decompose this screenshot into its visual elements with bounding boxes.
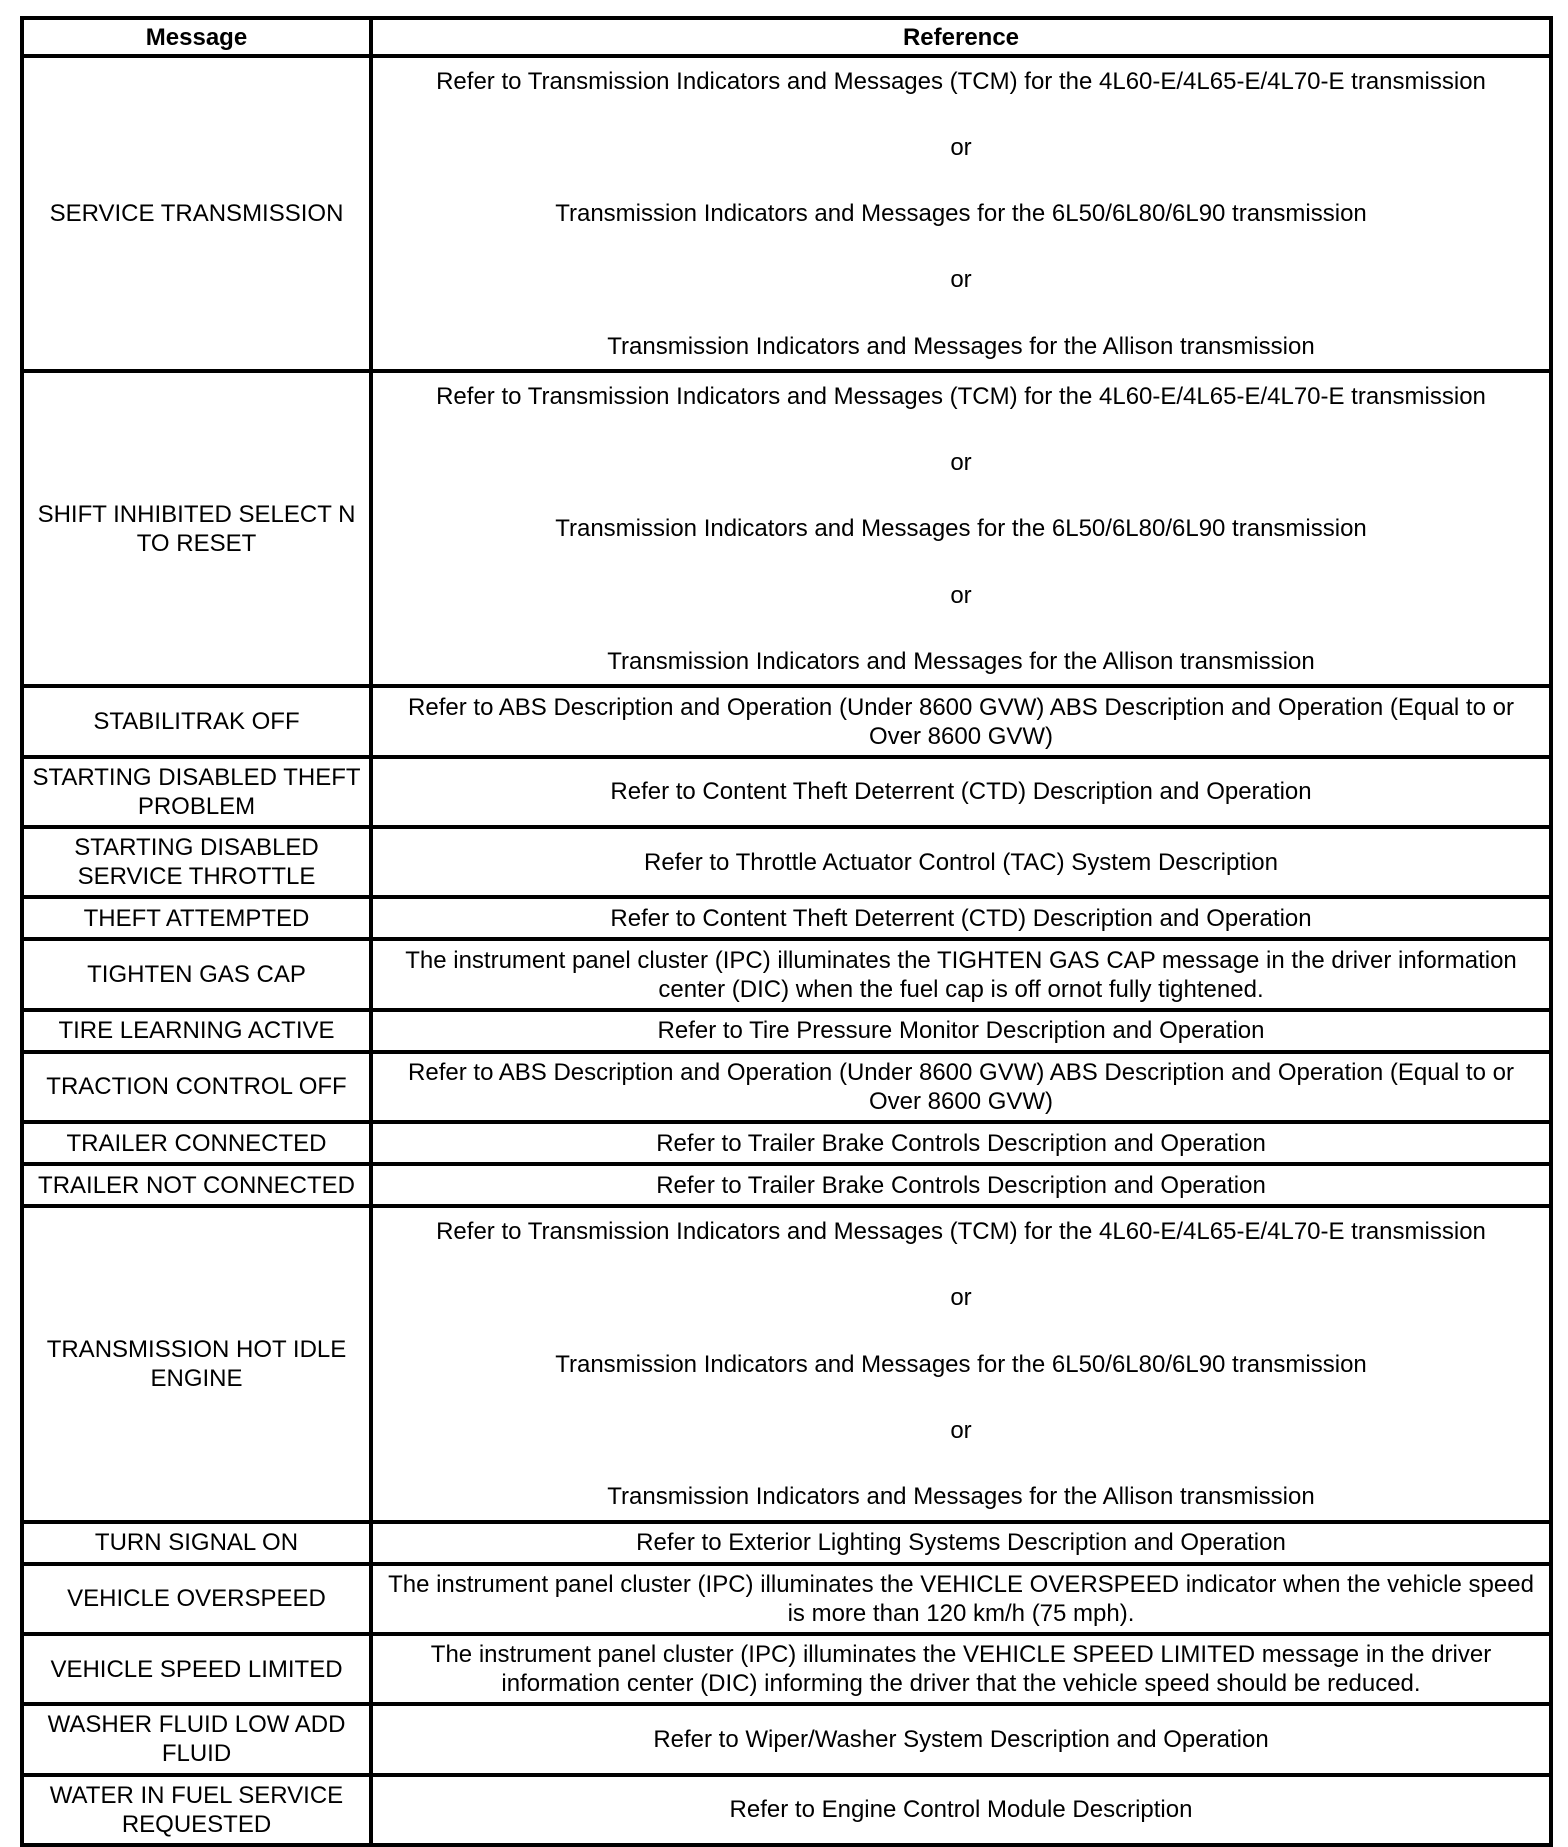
reference-line: Transmission Indicators and Messages for the Allison transmission [607, 647, 1315, 675]
reference-line: or [950, 133, 972, 161]
message-cell: THEFT ATTEMPTED [22, 897, 371, 939]
reference-cell: Refer to Wiper/Washer System Description and Operation [371, 1704, 1551, 1774]
table-row [22, 827, 1551, 897]
message-cell: SHIFT INHIBITED SELECT N TO RESET [22, 371, 371, 686]
reference-cell: Refer to Trailer Brake Controls Description and Operation [371, 1122, 1551, 1164]
message-cell: WASHER FLUID LOW ADD FLUID [22, 1704, 371, 1774]
table-row [22, 56, 1551, 371]
reference-lines [381, 382, 1541, 676]
table-body [22, 56, 1551, 1845]
table-row [22, 1122, 1551, 1164]
reference-cell [371, 371, 1551, 686]
message-cell: TRACTION CONTROL OFF [22, 1052, 371, 1122]
table-row [22, 1206, 1551, 1521]
reference-line: Refer to Transmission Indicators and Messages (TCM) for the 4L60-E/4L65-E/4L70-E transmission [436, 67, 1486, 95]
reference-line: Transmission Indicators and Messages for the Allison transmission [607, 332, 1315, 360]
reference-cell [371, 56, 1551, 371]
table-row [22, 1010, 1551, 1052]
table-row [22, 1052, 1551, 1122]
header-reference: Reference [371, 18, 1551, 56]
table-row [22, 371, 1551, 686]
reference-cell: Refer to ABS Description and Operation (Under 8600 GVW) ABS Description and Operation (Equal to or Over 8600 GVW) [371, 686, 1551, 756]
reference-line: or [950, 1416, 972, 1444]
reference-cell: Refer to Content Theft Deterrent (CTD) Description and Operation [371, 897, 1551, 939]
table-row [22, 1704, 1551, 1774]
table-row [22, 1775, 1551, 1845]
reference-line: or [950, 449, 972, 477]
reference-line: Refer to Transmission Indicators and Messages (TCM) for the 4L60-E/4L65-E/4L70-E transmission [436, 382, 1486, 410]
table-row [22, 1164, 1551, 1206]
reference-cell: Refer to ABS Description and Operation (Under 8600 GVW) ABS Description and Operation (Equal to or Over 8600 GVW) [371, 1052, 1551, 1122]
message-cell: STABILITRAK OFF [22, 686, 371, 756]
table-row [22, 1522, 1551, 1564]
reference-line: Transmission Indicators and Messages for the Allison transmission [607, 1483, 1315, 1510]
reference-line: Refer to Transmission Indicators and Messages (TCM) for the 4L60-E/4L65-E/4L70-E transmission [436, 1218, 1486, 1245]
reference-cell: Refer to Throttle Actuator Control (TAC) System Description [371, 827, 1551, 897]
message-cell: VEHICLE SPEED LIMITED [22, 1634, 371, 1704]
reference-cell [371, 1206, 1551, 1521]
reference-line: or [950, 581, 972, 609]
table-header-row [22, 18, 1551, 56]
reference-line: Transmission Indicators and Messages for the 6L50/6L80/6L90 transmission [555, 200, 1367, 228]
message-cell: SERVICE TRANSMISSION [22, 56, 371, 371]
table-row [22, 686, 1551, 756]
message-reference-table [20, 16, 1553, 1847]
reference-cell: The instrument panel cluster (IPC) illuminates the VEHICLE SPEED LIMITED message in the driver information center (DIC) informing the driver that the vehicle speed should be reduced. [371, 1634, 1551, 1704]
message-cell: STARTING DISABLED SERVICE THROTTLE [22, 827, 371, 897]
reference-cell: The instrument panel cluster (IPC) illuminates the TIGHTEN GAS CAP message in the driver information center (DIC) when the fuel cap is off ornot fully tightened. [371, 939, 1551, 1009]
message-cell: TIGHTEN GAS CAP [22, 939, 371, 1009]
reference-line: Transmission Indicators and Messages for the 6L50/6L80/6L90 transmission [555, 1350, 1367, 1378]
message-cell: VEHICLE OVERSPEED [22, 1564, 371, 1634]
message-cell: TIRE LEARNING ACTIVE [22, 1010, 371, 1052]
table-row [22, 1634, 1551, 1704]
table-row [22, 1564, 1551, 1634]
reference-cell: The instrument panel cluster (IPC) illuminates the VEHICLE OVERSPEED indicator when the vehicle speed is more than 120 km/h (75 mph). [371, 1564, 1551, 1634]
reference-line: or [950, 1284, 972, 1312]
reference-cell: Refer to Trailer Brake Controls Description and Operation [371, 1164, 1551, 1206]
table-row [22, 757, 1551, 827]
message-cell: TRAILER NOT CONNECTED [22, 1164, 371, 1206]
message-cell: STARTING DISABLED THEFT PROBLEM [22, 757, 371, 827]
message-cell: TURN SIGNAL ON [22, 1522, 371, 1564]
table-row [22, 897, 1551, 939]
reference-cell: Refer to Engine Control Module Description [371, 1775, 1551, 1845]
reference-line: or [950, 266, 972, 294]
reference-cell: Refer to Content Theft Deterrent (CTD) Description and Operation [371, 757, 1551, 827]
header-message: Message [22, 18, 371, 56]
message-cell: TRAILER CONNECTED [22, 1122, 371, 1164]
reference-lines [381, 1217, 1541, 1511]
reference-cell: Refer to Tire Pressure Monitor Description and Operation [371, 1010, 1551, 1052]
message-cell: TRANSMISSION HOT IDLE ENGINE [22, 1206, 371, 1521]
reference-line: Transmission Indicators and Messages for the 6L50/6L80/6L90 transmission [555, 515, 1367, 543]
reference-lines [381, 67, 1541, 361]
message-cell: WATER IN FUEL SERVICE REQUESTED [22, 1775, 371, 1845]
reference-cell: Refer to Exterior Lighting Systems Description and Operation [371, 1522, 1551, 1564]
table-row [22, 939, 1551, 1009]
